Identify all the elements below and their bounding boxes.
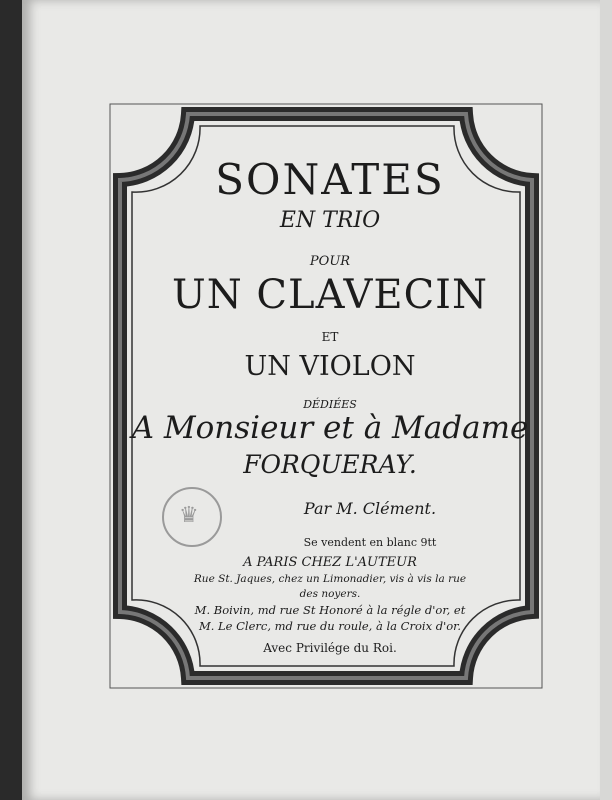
price: Se vendent en blanc 9tt	[303, 536, 437, 549]
publisher-line-5: M. Le Clerc, md rue du roule, à la Croix d'or.	[198, 619, 462, 633]
frame-inner-line	[132, 126, 520, 666]
instrument-violon: UN VIOLON	[244, 351, 416, 382]
author: Par M. Clément.	[303, 499, 437, 518]
pour-label: POUR	[309, 254, 351, 269]
library-stamp	[162, 487, 222, 547]
publisher-line-3: des noyers.	[299, 588, 361, 600]
et-label: ET	[321, 330, 339, 344]
dediees-label: DÉDIÉES	[303, 398, 357, 411]
publisher-line-4: M. Boivin, md rue St Honoré à la régle d'or, et	[194, 603, 466, 617]
subtitle: EN TRIO	[279, 208, 381, 233]
instrument-clavecin: UN CLAVECIN	[172, 272, 488, 318]
dedicatee: FORQUERAY.	[243, 450, 417, 479]
dedication: A Monsieur et à Madame	[131, 410, 529, 446]
privilege: Avec Privilége du Roi.	[263, 641, 397, 655]
title: SONATES	[215, 155, 445, 204]
crown-icon: ♛	[179, 503, 199, 528]
publisher-line-1: A PARIS CHEZ L'AUTEUR	[243, 555, 417, 570]
publisher-line-2: Rue St. Jaques, chez un Limonadier, vis à vis la rue	[193, 573, 467, 585]
